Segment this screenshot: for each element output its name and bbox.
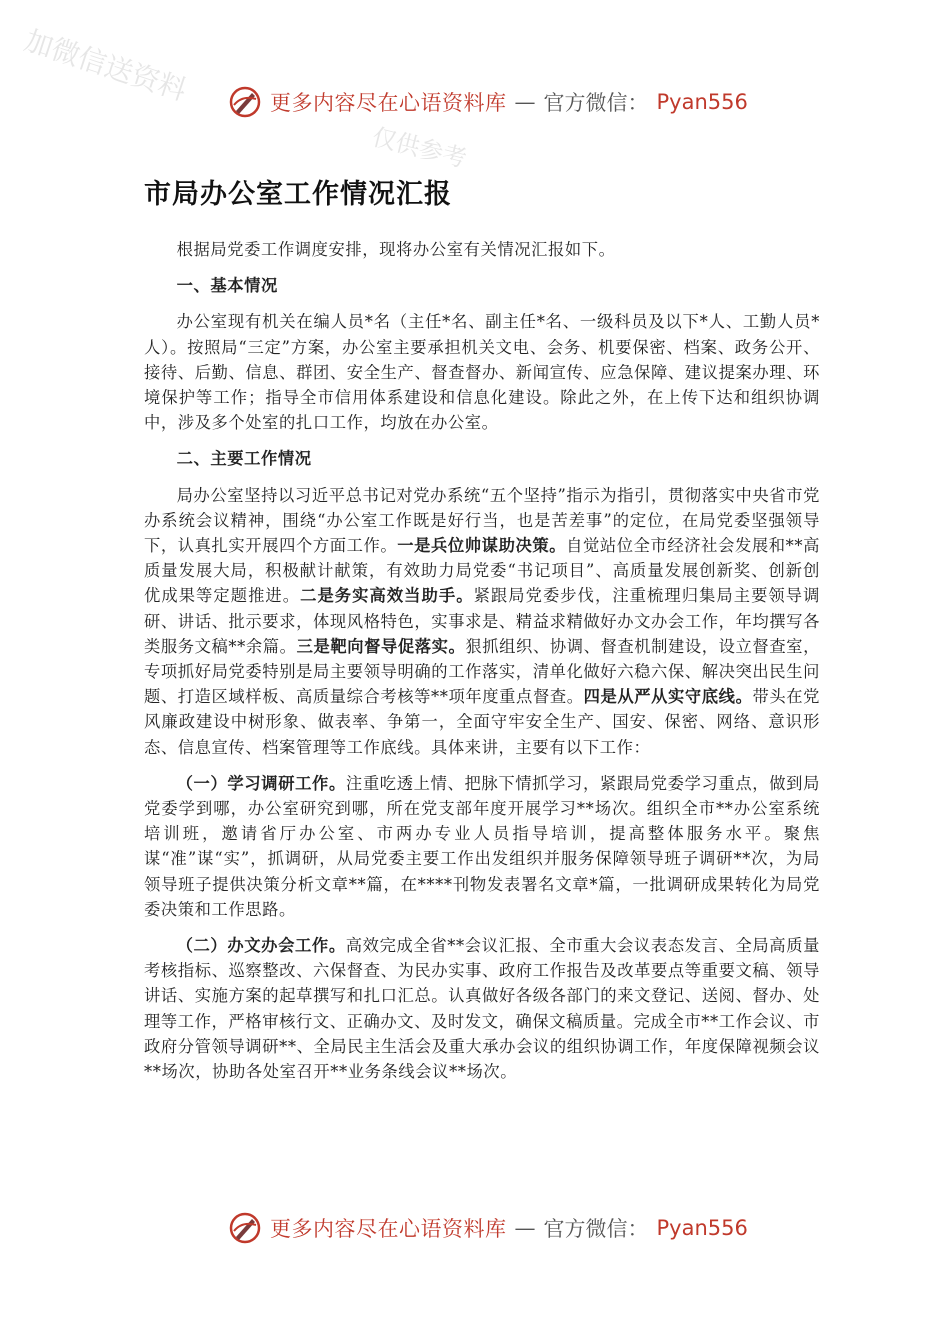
text-run: 带头在党风廉政建设中树形象、做表率、争第一，全面守牢安全生产、国安、保密、网络、意识形态、信息宣传、档案管理等工作底线。具体来讲，主要有以下工作： [144, 687, 821, 757]
text-run: 狠抓组织、协调、督查机制建设，设立督查室，专项抓好局党委特别是局主要领导明确的工作落实，清单化做好六稳六保、解决突出民生问题、打造区域样板、高质量综合考核等**项年度重点督查。 [144, 636, 820, 707]
bold-run: 二是务实高效当助手。 [300, 586, 474, 606]
text-run: 自觉站位全市经济社会发展和**高质量发展大局，积极献计献策，有效助力局党委“书记项目”、高质量发展创新奖、创新创优成果等定题推进。 [144, 536, 820, 606]
watermark-text: 加微信送资料 [20, 23, 191, 108]
banner-text: 更多内容尽在心语资料库 [270, 1217, 507, 1241]
item2-paragraph [144, 933, 820, 1084]
item2-label: （二）办文办会工作。 [176, 936, 346, 956]
intro-paragraph: 根据局党委工作调度安排，现将办公室有关情况汇报如下。 [176, 240, 616, 259]
banner-wechat-id: Pyan556 [656, 1216, 748, 1240]
header-banner [228, 84, 748, 120]
bold-run: 四是从严从实守底线。 [583, 687, 753, 707]
text-run: 紧跟局党委步伐，注重梳理归集局主要领导调研、讲话、批示要求，体现风格特色，实事求是、精益求精做好办文办会工作，年均撰写各类服务文稿**余篇。 [144, 586, 820, 656]
document-title: 市局办公室工作情况汇报 [144, 179, 452, 210]
footer-banner [228, 1210, 748, 1246]
banner-text: 更多内容尽在心语资料库 [270, 91, 507, 115]
item1-body: 注重吃透上情、把脉下情抓学习，紧跟局党委学习重点，做到局党委学到哪，办公室研究到哪，所在党支部年度开展学习**场次。组织全市**办公室系统培训班，邀请省厅办公室、市两办专业人员指导培训，提高整体服务水平。聚焦谋“准”谋“实”，抓调研，从局党委主要工作出发组织并服务保障领导班子调研**次，为局领导班子提供决策分析文章**篇，在****刊物发表署名文章*篇，一批调研成果转化为局党委决策和工作思路。 [144, 773, 820, 919]
document-body [144, 172, 820, 1095]
section2-heading: 二、主要工作情况 [176, 449, 312, 469]
item1-paragraph [144, 771, 820, 922]
banner-separator: — [514, 90, 536, 114]
item1-label: （一）学习调研工作。 [176, 773, 346, 793]
banner-wechat-id: Pyan556 [656, 90, 748, 114]
bold-run: 三是靶向督导促落实。 [296, 636, 466, 656]
section1-paragraph: 办公室现有机关在编人员*名（主任*名、副主任*名、一级科员及以下*人、工勤人员*人）。按照局“三定”方案，办公室主要承担机关文电、会务、机要保密、档案、政务公开、接待、后勤、信息、群团、安全生产、督查督办、新闻宣传、应急保障、建议提案办理、环境保护等工作；指导全市信用体系建设和信息化建设。除此之外，在上传下达和组织协调中，涉及多个处室的扎口工作，均放在办公室。 [144, 312, 820, 433]
text-run: 局办公室坚持以习近平总书记对党办系统“五个坚持”指示为指引，贯彻落实中央省市党办系统会议精神，围绕“办公室工作既是好行当，也是苦差事”的定位，在局党委坚强领导下，认真扎实开展四个方面工作。 [144, 485, 820, 556]
section1-heading: 一、基本情况 [176, 276, 278, 296]
bold-run: 一是兵位帅谋助决策。 [397, 536, 567, 556]
pen-swirl-icon [228, 1211, 262, 1245]
pen-swirl-icon [228, 85, 262, 119]
banner-wechat-label: 官方微信： [543, 91, 649, 115]
item2-body: 高效完成全省**会议汇报、全市重大会议表态发言、全局高质量考核指标、巡察整改、六保督查、为民办实事、政府工作报告及改革要点等重要文稿、领导讲话、实施方案的起草撰写和扎口汇总。认真做好各级各部门的来文登记、送阅、督办、处理等工作，严格审核行文、正确办文、及时发文，确保文稿质量。完成全市**工作会议、市政府分管领导调研**、全局民主生活会及重大承办会议的组织协调工作，年度保障视频会议**场次，协助各处室召开**业务条线会议**场次。 [144, 936, 820, 1082]
watermark-text: 仅供参考 [369, 122, 470, 174]
banner-separator: — [514, 1216, 536, 1240]
section2-paragraph [144, 483, 820, 760]
banner-wechat-label: 官方微信： [543, 1217, 649, 1241]
